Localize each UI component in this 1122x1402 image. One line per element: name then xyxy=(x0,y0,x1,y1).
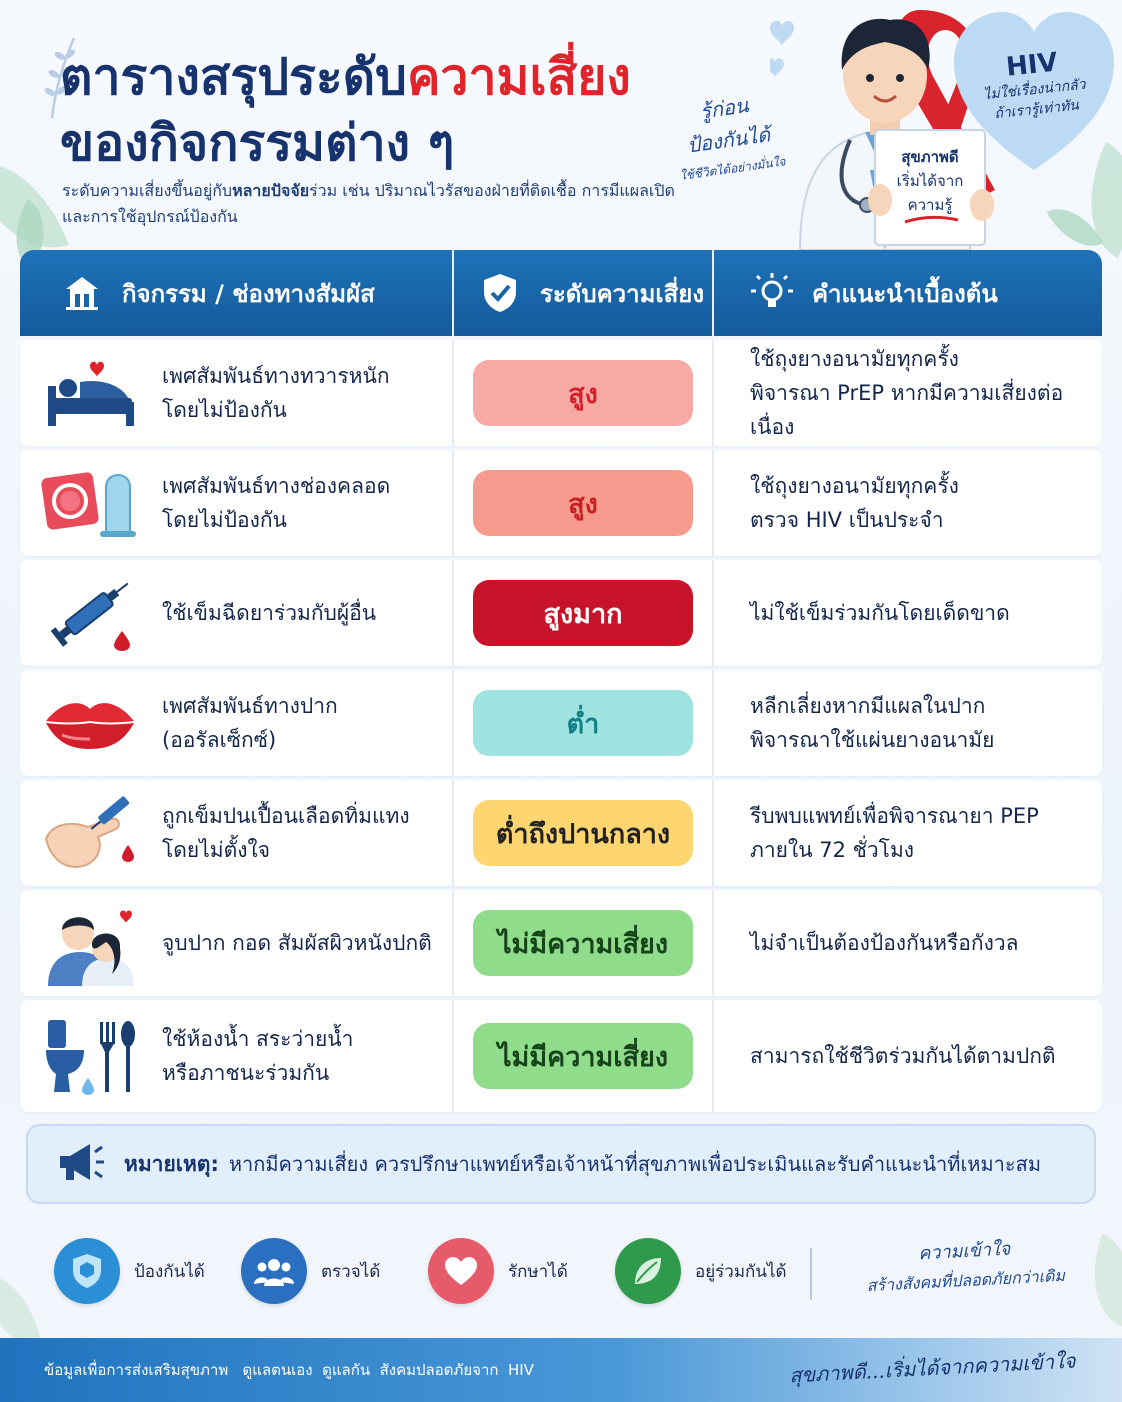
hiv-subtitle: ไม่ใช่เรื่องน่ากลัว ถ้าเรารู้เท่าทัน xyxy=(982,76,1087,123)
table-row xyxy=(20,450,1102,556)
advice-cell xyxy=(714,560,1102,666)
table-row xyxy=(20,340,1102,446)
note-box xyxy=(26,1124,1096,1204)
col-header-risk xyxy=(454,250,714,336)
people-icon xyxy=(241,1238,307,1304)
col-header-risk-label: ระดับความเสี่ยง xyxy=(540,279,705,308)
col-header-advice xyxy=(714,250,1102,336)
activity-text: เพศสัมพันธ์ทางทวารหนัก โดยไม่ป้องกัน xyxy=(162,364,390,422)
risk-cell xyxy=(454,670,714,776)
risk-badge: ไม่มีความเสี่ยง xyxy=(473,910,693,976)
activity-cell xyxy=(20,450,454,556)
activity-text: ถูกเข็มปนเปื้อนเลือดทิ่มแทง โดยไม่ตั้งใจ xyxy=(162,804,410,862)
feature-label: รักษาได้ xyxy=(508,1261,568,1282)
hug-icon xyxy=(40,903,140,983)
risk-badge: ต่ำ xyxy=(473,690,693,756)
note-text: หากมีความเสี่ยง ควรปรึกษาแพทย์หรือเจ้าหน้าที่สุขภาพเพื่อประเมินและรับคำแนะนำที่เหมาะสม xyxy=(228,1152,1042,1176)
title-line1-highlight: ความเสี่ยง xyxy=(406,48,631,106)
advice-text: ไม่จำเป็นต้องป้องกันหรือกังวล xyxy=(750,931,1019,955)
col-header-advice-label: คำแนะนำเบื้องต้น xyxy=(812,279,998,308)
table-row xyxy=(20,670,1102,776)
risk-badge: สูงมาก xyxy=(473,580,693,646)
feature-label: อยู่ร่วมกันได้ xyxy=(695,1261,787,1282)
advice-text: ใช้ถุงยางอนามัยทุกครั้ง ตรวจ HIV เป็นประจำ xyxy=(750,474,959,532)
subtitle-bold: หลายปัจจัย xyxy=(232,181,310,200)
advice-cell xyxy=(714,890,1102,996)
feature-item xyxy=(615,1238,802,1304)
feature-label: ตรวจได้ xyxy=(321,1261,381,1282)
activity-text: เพศสัมพันธ์ทางปาก (ออรัลเซ็กซ์) xyxy=(162,694,338,752)
feature-label: ป้องกันได้ xyxy=(134,1261,205,1282)
advice-text: หลีกเลี่ยงหากมีแผลในปาก พิจารณาใช้แผ่นยางอนามัย xyxy=(750,694,995,752)
hiv-title: HIV xyxy=(1004,47,1060,83)
leaf-icon xyxy=(615,1238,681,1304)
feature-row xyxy=(54,1238,802,1304)
risk-cell xyxy=(454,780,714,886)
activity-cell xyxy=(20,560,454,666)
table-row xyxy=(20,780,1102,886)
needle-finger-icon xyxy=(40,793,140,873)
subtitle-b: ร่วม เช่น ปริมาณไวรัสของฝ่ายที่ติดเชื้อ การมีแผลเปิด และการใช้อุปกรณ์ป้องกัน xyxy=(62,181,675,226)
syringe-icon xyxy=(40,573,140,653)
risk-badge: ไม่มีความเสี่ยง xyxy=(473,1023,693,1089)
title-line1-a: ตารางสรุประดับ xyxy=(60,48,407,106)
sign-line3: ความรู้ xyxy=(907,196,953,214)
activity-cell xyxy=(20,890,454,996)
activity-cell xyxy=(20,670,454,776)
activity-text: จูบปาก กอด สัมผัสผิวหนังปกติ xyxy=(162,931,432,955)
advice-text: รีบพบแพทย์เพื่อพิจารณายา PEP ภายใน 72 ชั่วโมง xyxy=(750,804,1039,862)
advice-cell xyxy=(714,450,1102,556)
table-row xyxy=(20,1000,1102,1112)
risk-badge: ต่ำถึงปานกลาง xyxy=(473,800,693,866)
shield-check-icon xyxy=(478,271,522,315)
house-icon xyxy=(60,271,104,315)
hand-note-line2: ป้องกันได้ xyxy=(685,122,772,158)
risk-cell xyxy=(454,1000,714,1112)
shield-icon xyxy=(54,1238,120,1304)
understanding-note xyxy=(839,1229,1092,1300)
activity-text: ใช้เข็มฉีดยาร่วมกับผู้อื่น xyxy=(162,601,377,625)
footer xyxy=(0,1338,1122,1402)
feature-item xyxy=(241,1238,428,1304)
risk-cell xyxy=(454,450,714,556)
table-row xyxy=(20,890,1102,996)
understanding-line1: ความเข้าใจ xyxy=(917,1238,1011,1265)
risk-badge: สูง xyxy=(473,470,693,536)
risk-cell xyxy=(454,890,714,996)
heart-icon xyxy=(428,1238,494,1304)
footer-slogan: สุขภาพดี...เริ่มได้จากความเข้าใจ xyxy=(788,1348,1077,1388)
megaphone-icon xyxy=(56,1140,106,1188)
lightbulb-icon xyxy=(750,271,794,315)
subtitle-a: ระดับความเสี่ยงขึ้นอยู่กับ xyxy=(62,181,233,200)
condom-icon xyxy=(40,463,140,543)
sign-line1: สุขภาพดี xyxy=(901,148,959,166)
table-row xyxy=(20,560,1102,666)
lips-icon xyxy=(40,683,140,763)
advice-cell xyxy=(714,1000,1102,1112)
hand-note-line1: รู้ก่อน xyxy=(698,93,750,124)
activity-text: เพศสัมพันธ์ทางช่องคลอด โดยไม่ป้องกัน xyxy=(162,474,391,532)
title-line2: ของกิจกรรมต่าง ๆ xyxy=(60,114,455,172)
toilet-utensils-icon xyxy=(40,1016,140,1096)
risk-cell xyxy=(454,340,714,446)
risk-badge: สูง xyxy=(473,360,693,426)
note-label: หมายเหตุ: xyxy=(124,1151,219,1176)
understanding-line2: สร้างสังคมที่ปลอดภัยกว่าเดิม xyxy=(866,1265,1066,1296)
risk-table xyxy=(20,250,1102,1112)
advice-cell xyxy=(714,340,1102,446)
page-title xyxy=(60,44,631,176)
advice-text: สามารถใช้ชีวิตร่วมกันได้ตามปกติ xyxy=(750,1044,1056,1068)
activity-cell xyxy=(20,780,454,886)
activity-cell xyxy=(20,1000,454,1112)
feature-item xyxy=(54,1238,241,1304)
activity-text: ใช้ห้องน้ำ สระว่ายน้ำ หรือภาชนะร่วมกัน xyxy=(162,1027,354,1085)
footer-text: ข้อมูลเพื่อการส่งเสริมสุขภาพ ดูแลตนเอง ดูแลกัน สังคมปลอดภัยจาก HIV xyxy=(44,1361,534,1379)
advice-text: ไม่ใช้เข็มร่วมกันโดยเด็ดขาด xyxy=(750,601,1010,625)
col-header-activity-label: กิจกรรม / ช่องทางสัมผัส xyxy=(122,279,375,308)
subtitle xyxy=(62,178,682,230)
advice-cell xyxy=(714,670,1102,776)
activity-cell xyxy=(20,340,454,446)
hiv-heart-badge xyxy=(954,10,1114,175)
col-header-activity xyxy=(20,250,454,336)
hand-note-line3: ใช้ชีวิตได้อย่างมั่นใจ xyxy=(679,154,787,184)
divider xyxy=(810,1248,812,1300)
bed-icon xyxy=(40,353,140,433)
feature-item xyxy=(428,1238,615,1304)
risk-cell xyxy=(454,560,714,666)
advice-text: ใช้ถุงยางอนามัยทุกครั้ง พิจารณา PrEP หากมีความเสี่ยงต่อเนื่อง xyxy=(750,347,1064,439)
sign-line2: เริ่มได้จาก xyxy=(896,172,964,190)
table-header xyxy=(20,250,1102,336)
advice-cell xyxy=(714,780,1102,886)
